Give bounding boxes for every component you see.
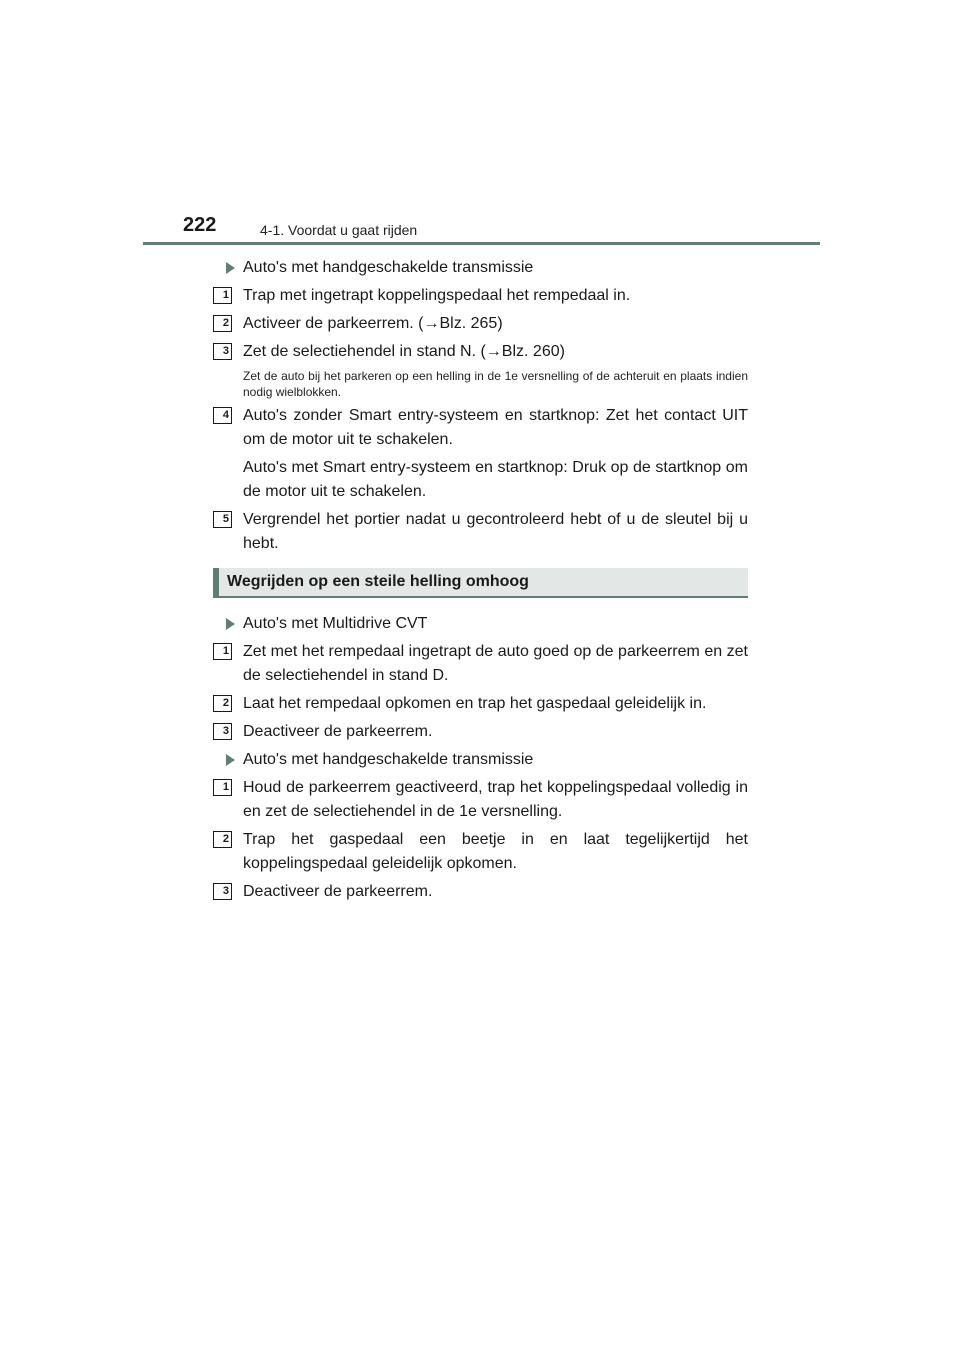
cvt-step-3 bbox=[213, 720, 748, 744]
step-number-badge: 5 bbox=[213, 511, 232, 528]
step-2 bbox=[213, 312, 748, 336]
step-text: Houd de parkeerrem geactiveerd, trap het koppelingspedaal volledig in en zet de selectiehendel in de 1e versnelling. bbox=[243, 779, 748, 820]
subsection-cvt bbox=[213, 612, 748, 636]
step-text: Activeer de parkeerrem. (→Blz. 265) bbox=[243, 315, 503, 332]
triangle-bullet-icon bbox=[226, 754, 235, 766]
triangle-bullet-icon bbox=[226, 618, 235, 630]
step-number-badge: 2 bbox=[213, 695, 232, 712]
page-content bbox=[213, 254, 748, 908]
step-text: Laat het rempedaal opkomen en trap het gaspedaal geleidelijk in. bbox=[243, 695, 707, 712]
parking-note: Zet de auto bij het parkeren op een helling in de 1e versnelling of de achteruit en plaats indien nodig wielblokken. bbox=[243, 369, 748, 399]
step-text: Deactiveer de parkeerrem. bbox=[243, 723, 433, 740]
step-number-badge: 3 bbox=[213, 723, 232, 740]
step-3 bbox=[213, 340, 748, 364]
manual-step-3 bbox=[213, 880, 748, 904]
manual-step-1 bbox=[213, 776, 748, 824]
step-text: Trap het gaspedaal een beetje in en laat tegelijkertijd het koppelingspedaal geleidelijk opkomen. bbox=[243, 831, 748, 872]
step-4-additional: Auto's met Smart entry-systeem en startknop: Druk op de startknop om de motor uit te schakelen. bbox=[243, 459, 748, 500]
step-number-badge: 1 bbox=[213, 643, 232, 660]
section-heading: Wegrijden op een steile helling omhoog bbox=[213, 568, 748, 598]
step-text: Zet met het rempedaal ingetrapt de auto goed op de parkeerrem en zet de selectiehendel in stand D. bbox=[243, 643, 748, 684]
subsection-label: Auto's met Multidrive CVT bbox=[243, 615, 428, 632]
step-1 bbox=[213, 284, 748, 308]
step-number-badge: 2 bbox=[213, 315, 232, 332]
step-text: Deactiveer de parkeerrem. bbox=[243, 883, 433, 900]
step-number-badge: 1 bbox=[213, 287, 232, 304]
step-text: Auto's zonder Smart entry-systeem en startknop: Zet het contact UIT om de motor uit te schakelen. bbox=[243, 407, 748, 448]
step-number-badge: 1 bbox=[213, 779, 232, 796]
subsection-label: Auto's met handgeschakelde transmissie bbox=[243, 751, 534, 768]
subsection-label: Auto's met handgeschakelde transmissie bbox=[243, 259, 534, 276]
step-4 bbox=[213, 404, 748, 452]
step-text: Vergrendel het portier nadat u gecontroleerd hebt of u de sleutel bij u hebt. bbox=[243, 511, 748, 552]
section-reference: 4-1. Voordat u gaat rijden bbox=[260, 222, 418, 238]
step-5 bbox=[213, 508, 748, 556]
cvt-step-2 bbox=[213, 692, 748, 716]
subsection-manual-transmission bbox=[213, 256, 748, 280]
triangle-bullet-icon bbox=[226, 262, 235, 274]
step-text: Zet de selectiehendel in stand N. (→Blz. 260) bbox=[243, 343, 565, 360]
subsection-manual-transmission-2 bbox=[213, 748, 748, 772]
step-number-badge: 2 bbox=[213, 831, 232, 848]
step-number-badge: 4 bbox=[213, 407, 232, 424]
step-text: Trap met ingetrapt koppelingspedaal het rempedaal in. bbox=[243, 287, 631, 304]
step-number-badge: 3 bbox=[213, 883, 232, 900]
page-number: 222 bbox=[183, 214, 217, 236]
header-divider bbox=[143, 242, 820, 245]
manual-step-2 bbox=[213, 828, 748, 876]
step-number-badge: 3 bbox=[213, 343, 232, 360]
cvt-step-1 bbox=[213, 640, 748, 688]
